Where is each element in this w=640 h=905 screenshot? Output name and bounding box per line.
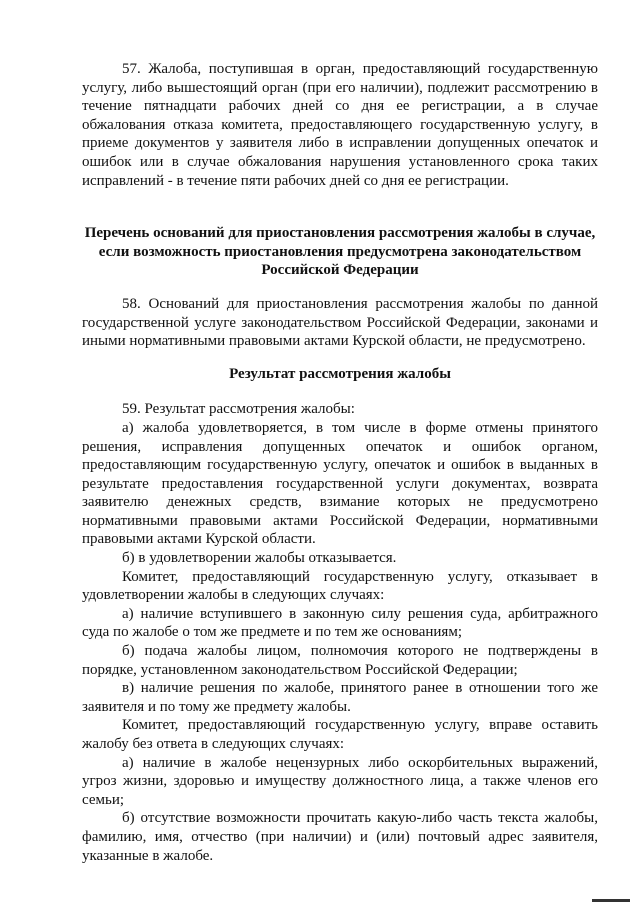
paragraph-59-intro: 59. Результат рассмотрения жалобы: [122, 401, 355, 418]
paragraph-no-answer-intro: Комитет, предоставляющий государственную услугу, вправе оставить жалобу без ответа в следующих случаях: [82, 717, 598, 752]
paragraph-refusal-intro: Комитет, предоставляющий государственную услугу, отказывает в удовлетворении жалобы в следующих случаях: [82, 568, 598, 604]
document-body [82, 60, 598, 865]
paragraph-no-answer-b: б) отсутствие возможности прочитать какую-либо часть текста жалобы, фамилию, имя, отчество (при наличии) и (или) почтовый адрес заявителя, указанные в жалобе. [82, 810, 598, 864]
paragraph-refusal-b: б) подача жалобы лицом, полномочия которого не подтверждены в порядке, установленном законодательством Российской Федерации; [82, 643, 598, 678]
heading-result: Результат рассмотрения жалобы [229, 365, 451, 382]
paragraph-58: 58. Оснований для приостановления рассмотрения жалобы по данной государственной услуге законодательством Российской Федерации, законами и иными нормативными правовыми актами Курской области, не предусмотрено. [82, 295, 598, 350]
paragraph-no-answer-a: а) наличие в жалобе нецензурных либо оскорбительных выражений, угроз жизни, здоровью и имуществу должностного лица, а также членов его семьи; [82, 754, 598, 808]
paragraph-59-b: б) в удовлетворении жалобы отказывается. [122, 550, 397, 567]
paragraph-59-a: а) жалоба удовлетворяется, в том числе в форме отмены принятого решения, исправления допущенных опечаток и ошибок органом, предоставляющим государственную услугу, опечаток и ошибок в выданных в результате предоставления государственной услуги документах, возврата заявителю денежных средств, взимание которых не предусмотрено нормативными правовыми актами Российской Федерации, нормативными правовыми актами Курской области. [82, 419, 598, 548]
heading-suspension-grounds: Перечень оснований для приостановления рассмотрения жалобы в случае, если возможность приостановления предусмотрена законодательством Российской Федерации [84, 225, 596, 279]
scan-edge-mark [592, 899, 630, 902]
paragraph-refusal-a: а) наличие вступившего в законную силу решения суда, арбитражного суда по жалобе о том же предмете и по тем же основаниям; [82, 605, 598, 641]
paragraph-57: 57. Жалоба, поступившая в орган, предоставляющий государственную услугу, либо вышестоящий орган (при его наличии), подлежит рассмотрению в течение пятнадцати рабочих дней со дня ее регистрации, а в случае обжалования отказа комитета, предоставляющего государственную услугу, в приеме документов у заявителя либо в исправлении допущенных опечаток и ошибок или в случае обжалования нарушения установленного срока таких исправлений - в течение пяти рабочих дней со дня ее регистрации. [82, 61, 598, 189]
paragraph-refusal-c: в) наличие решения по жалобе, принятого ранее в отношении того же заявителя и по тому же предмету жалобы. [82, 680, 598, 715]
